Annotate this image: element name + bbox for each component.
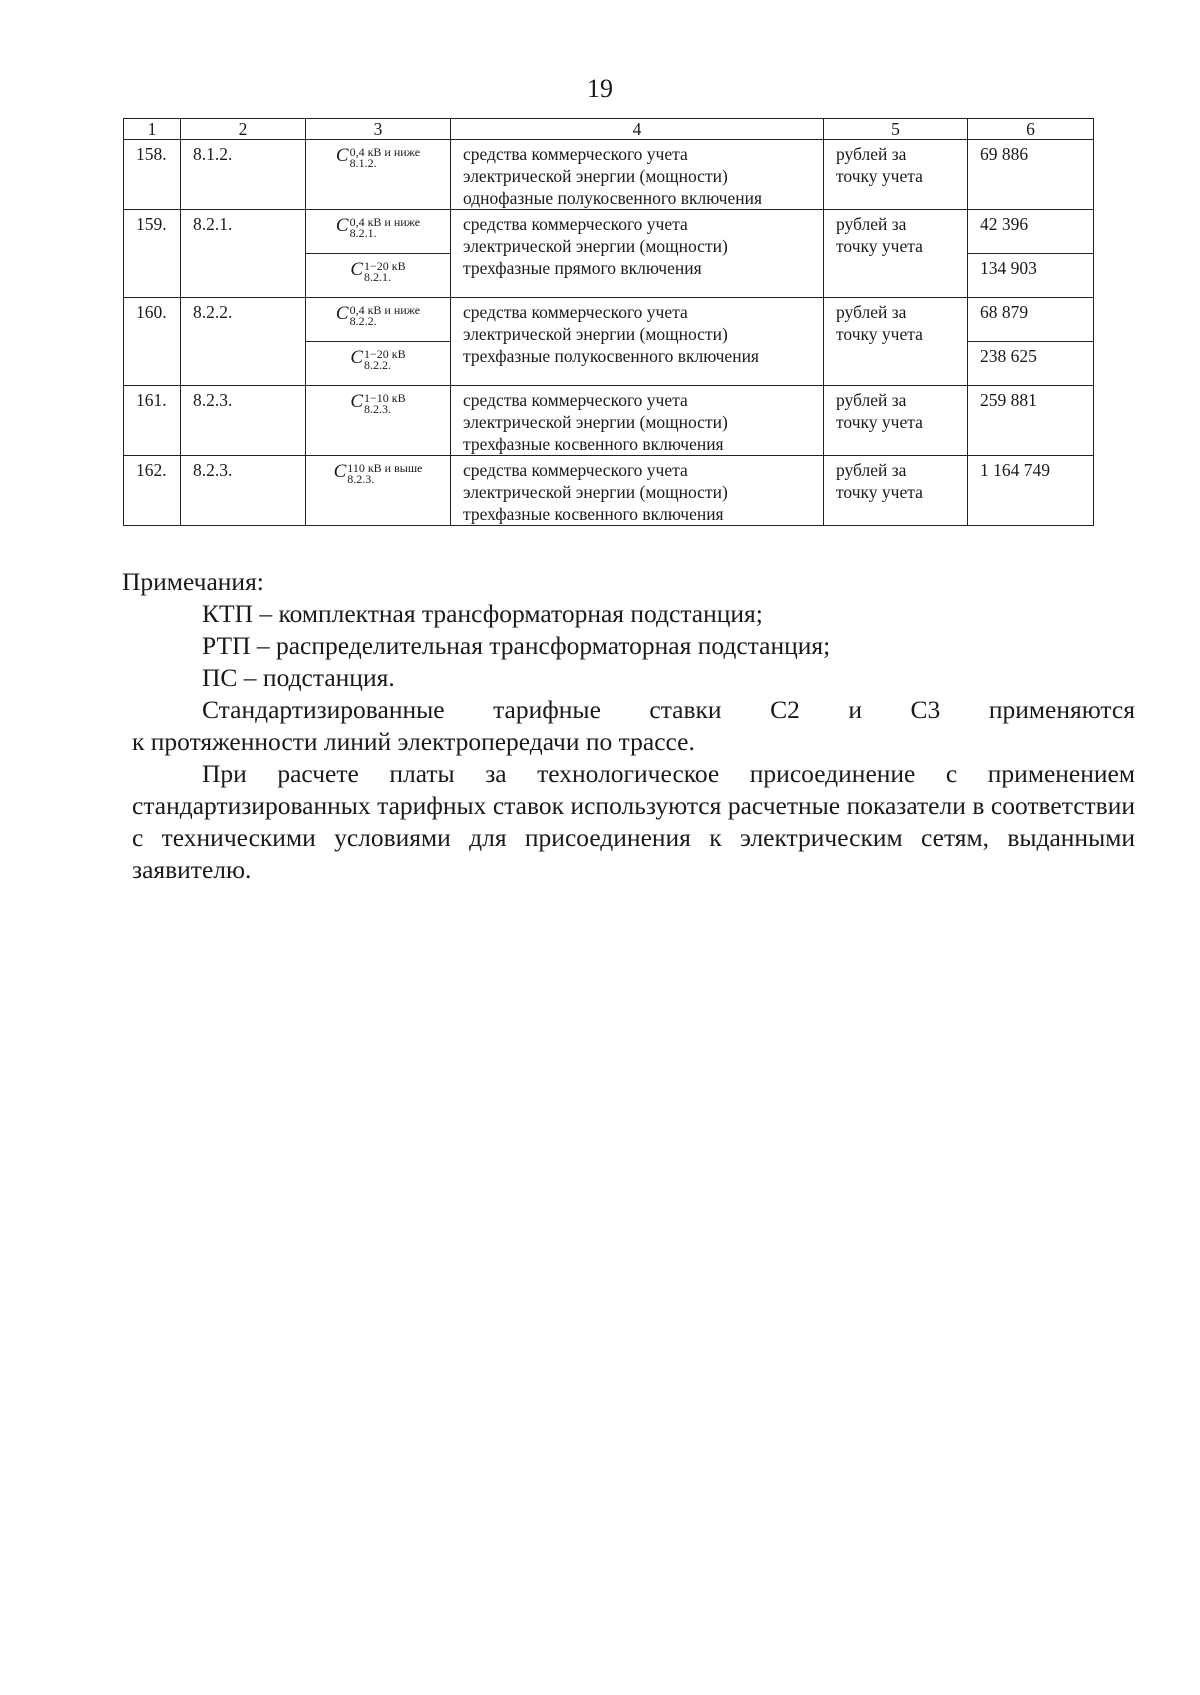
tariff-table	[123, 118, 1094, 526]
rate-symbol-letter: C	[335, 303, 349, 324]
row-code: 8.2.2.	[181, 298, 306, 386]
rate-symbol-letter: C	[335, 145, 349, 166]
description-line: электрической энергии (мощности)	[463, 166, 728, 186]
code-subscript: 8.1.2.	[349, 156, 377, 170]
table-row	[124, 456, 1094, 526]
code-subscript: 8.2.3.	[364, 402, 392, 416]
row-unit	[824, 456, 968, 526]
tariff-rate-symbol	[306, 210, 451, 254]
notes-section	[122, 566, 1135, 886]
note-word: тарифные	[493, 695, 601, 724]
tariff-rate-symbol	[306, 342, 451, 386]
note-word: Стандартизированные	[202, 695, 445, 724]
voltage-superscript: 110 кВ и выше	[347, 461, 423, 475]
description-line: средства коммерческого учета	[463, 144, 688, 164]
row-unit	[824, 298, 968, 386]
row-code: 8.2.1.	[181, 210, 306, 298]
description-line: однофазные полукосвенного включения	[463, 188, 763, 208]
row-description	[451, 140, 824, 210]
row-code: 8.1.2.	[181, 140, 306, 210]
unit-line: рублей за	[836, 460, 907, 480]
description-line: электрической энергии (мощности)	[463, 482, 728, 502]
unit-line: точку учета	[836, 324, 923, 344]
row-number: 162.	[124, 456, 181, 526]
rate-value: 42 396	[968, 210, 1094, 254]
code-subscript: 8.2.2.	[349, 314, 377, 328]
rate-value: 238 625	[968, 342, 1094, 386]
rate-symbol-letter: C	[335, 215, 349, 236]
tariff-rate-symbol	[306, 140, 451, 210]
voltage-superscript: 1−20 кВ	[364, 259, 406, 273]
rate-symbol-letter: C	[350, 347, 364, 368]
unit-line: рублей за	[836, 144, 907, 164]
description-line: средства коммерческого учета	[463, 214, 688, 234]
row-number: 158.	[124, 140, 181, 210]
notes-heading: Примечания:	[122, 567, 264, 596]
row-code: 8.2.3.	[181, 386, 306, 456]
unit-line: рублей за	[836, 214, 907, 234]
row-description	[451, 298, 824, 386]
column-header: 3	[306, 119, 451, 140]
column-header: 4	[451, 119, 824, 140]
tariff-rate-symbol	[306, 386, 451, 456]
table-row	[124, 386, 1094, 456]
voltage-superscript: 0,4 кВ и ниже	[349, 145, 421, 159]
tariff-rate-symbol	[306, 456, 451, 526]
row-unit	[824, 386, 968, 456]
rate-symbol-letter: C	[350, 259, 364, 280]
rate-symbol-letter: C	[333, 461, 347, 482]
unit-line: рублей за	[836, 390, 907, 410]
row-description	[451, 456, 824, 526]
unit-line: точку учета	[836, 166, 923, 186]
voltage-superscript: 0,4 кВ и ниже	[349, 303, 421, 317]
unit-line: точку учета	[836, 412, 923, 432]
rate-symbol-letter: C	[350, 391, 364, 412]
unit-line: точку учета	[836, 236, 923, 256]
row-number: 161.	[124, 386, 181, 456]
table-row	[124, 298, 1094, 342]
column-header: 6	[968, 119, 1094, 140]
rate-value: 259 881	[968, 386, 1094, 456]
page-number: 19	[587, 74, 613, 103]
abbreviation-ps: ПС – подстанция.	[202, 663, 395, 692]
tariff-rate-symbol	[306, 298, 451, 342]
note-word: и	[848, 695, 863, 724]
row-number: 159.	[124, 210, 181, 298]
code-subscript: 8.2.2.	[364, 358, 392, 372]
column-header: 2	[181, 119, 306, 140]
code-subscript: 8.2.1.	[349, 226, 377, 240]
description-line: средства коммерческого учета	[463, 460, 688, 480]
description-line: электрической энергии (мощности)	[463, 236, 728, 256]
row-unit	[824, 140, 968, 210]
c2c3-note-continuation: к протяженности линий электропередачи по трассе.	[132, 727, 695, 756]
note-word: С3	[910, 695, 941, 724]
note-word: ставки	[649, 695, 722, 724]
description-line: электрической энергии (мощности)	[463, 324, 728, 344]
rate-value: 134 903	[968, 254, 1094, 298]
unit-line: рублей за	[836, 302, 907, 322]
rate-value: 69 886	[968, 140, 1094, 210]
calculation-note: При расчете платы за технологическое присоединение с применением стандартизированных тарифных ставок используются расчетные показатели в соответствии с техническими условиями для присоединения к электрическим сетям, выданными заявителю.	[132, 759, 1135, 884]
abbreviation-ktp: КТП – комплектная трансформаторная подстанция;	[202, 599, 763, 628]
column-header: 1	[124, 119, 181, 140]
rate-value: 1 164 749	[968, 456, 1094, 526]
voltage-superscript: 1−10 кВ	[364, 391, 406, 405]
row-description	[451, 210, 824, 298]
table-row	[124, 140, 1094, 210]
note-word: С2	[770, 695, 800, 724]
table-row	[124, 210, 1094, 254]
tariff-rate-symbol	[306, 254, 451, 298]
row-description	[451, 386, 824, 456]
description-line: электрической энергии (мощности)	[463, 412, 728, 432]
voltage-superscript: 0,4 кВ и ниже	[349, 215, 421, 229]
description-line: трехфазные полукосвенного включения	[463, 346, 759, 366]
c2c3-note-line	[132, 694, 1135, 726]
note-word: применяются	[988, 695, 1135, 724]
description-line: средства коммерческого учета	[463, 390, 688, 410]
abbreviation-rtp: РТП – распределительная трансформаторная подстанция;	[202, 631, 831, 660]
description-line: трехфазные прямого включения	[463, 258, 702, 278]
description-line: трехфазные косвенного включения	[463, 434, 724, 454]
rate-value: 68 879	[968, 298, 1094, 342]
voltage-superscript: 1−20 кВ	[364, 347, 406, 361]
row-unit	[824, 210, 968, 298]
unit-line: точку учета	[836, 482, 923, 502]
code-subscript: 8.2.1.	[364, 270, 392, 284]
row-code: 8.2.3.	[181, 456, 306, 526]
description-line: трехфазные косвенного включения	[463, 504, 724, 524]
row-number: 160.	[124, 298, 181, 386]
description-line: средства коммерческого учета	[463, 302, 688, 322]
code-subscript: 8.2.3.	[347, 472, 375, 486]
column-header: 5	[824, 119, 968, 140]
column-number-row	[124, 119, 1094, 140]
